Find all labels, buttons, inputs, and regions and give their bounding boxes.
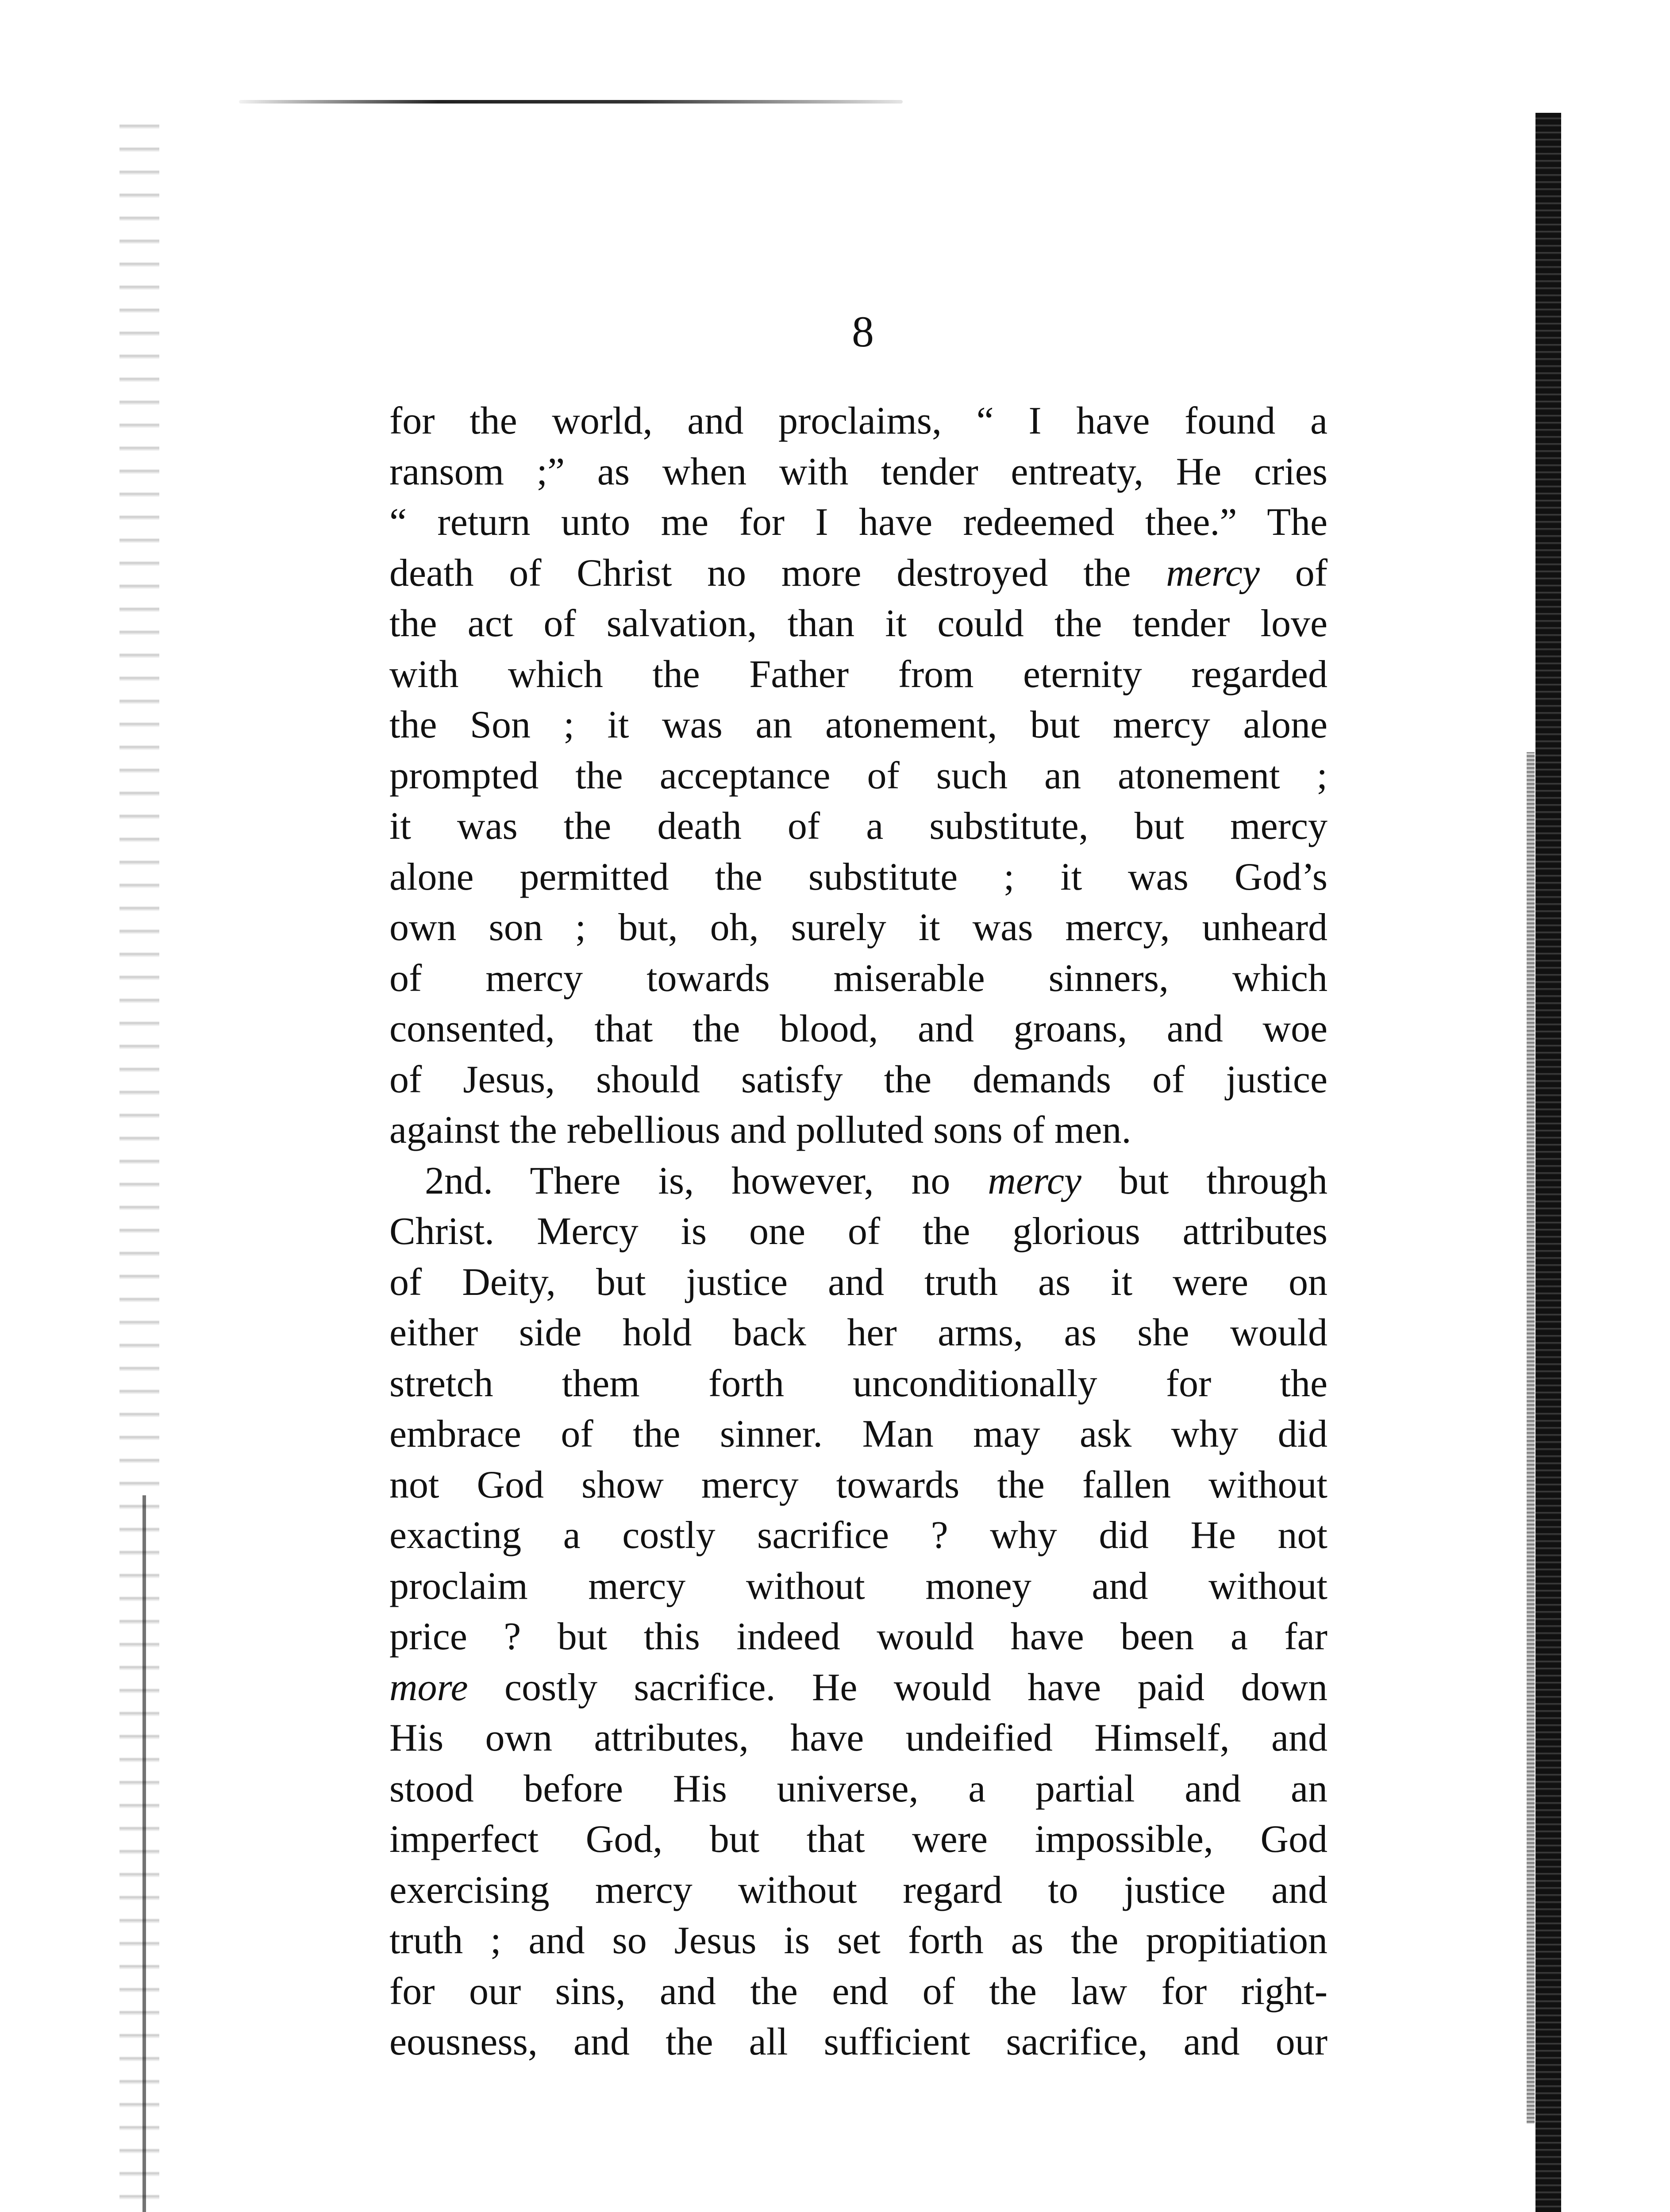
- text-line: of Jesus, should satisfy the demands of justice: [389, 1058, 1328, 1101]
- text-line: exercising mercy without regard to justice and: [389, 1868, 1328, 1912]
- text-line: proclaim mercy without money and without: [389, 1564, 1328, 1608]
- emphasis: mercy: [1166, 551, 1260, 595]
- text-line: exacting a costly sacrifice ? why did He not: [389, 1514, 1328, 1557]
- text-line: of mercy towards miserable sinners, which: [389, 956, 1328, 1000]
- text-line: against the rebellious and polluted sons of men.: [389, 1109, 1131, 1152]
- left-margin-shadow: [142, 1495, 146, 2212]
- text-line: embrace of the sinner. Man may ask why did: [389, 1413, 1328, 1455]
- text-line: stood before His universe, a partial and an: [389, 1767, 1328, 1810]
- text-line: for the world, and proclaims, “ I have found a: [389, 399, 1328, 442]
- text-line: with which the Father from eternity regarded: [389, 653, 1328, 696]
- text-line: 2nd. There is, however, no mercy but through: [425, 1159, 1328, 1202]
- left-margin-speckle: [119, 106, 159, 2212]
- page-number: 8: [852, 307, 874, 356]
- emphasis: mercy: [988, 1159, 1081, 1202]
- text-line: own son ; but, oh, surely it was mercy, unheard: [389, 906, 1328, 949]
- text-line: truth ; and so Jesus is set forth as the propitiation: [389, 1919, 1328, 1962]
- text-line: imperfect God, but that were impossible, God: [389, 1818, 1328, 1861]
- text-line: Christ. Mercy is one of the glorious attributes: [389, 1210, 1328, 1253]
- text-line: consented, that the blood, and groans, and woe: [389, 1007, 1328, 1050]
- text-line: more costly sacrifice. He would have paid down: [389, 1666, 1328, 1709]
- right-binding-shadow: [1535, 113, 1561, 2212]
- text-line: alone permitted the substitute ; it was God’s: [389, 855, 1328, 899]
- text-line: prompted the acceptance of such an atonement ;: [389, 754, 1328, 797]
- text-line: “ return unto me for I have redeemed thee.” The: [389, 501, 1328, 544]
- text-line: the Son ; it was an atonement, but mercy alone: [389, 703, 1328, 746]
- text-line: it was the death of a substitute, but mercy: [389, 805, 1328, 848]
- text-line: for our sins, and the end of the law for right-: [389, 1970, 1328, 2013]
- emphasis: more: [389, 1666, 468, 1709]
- text-line: price ? but this indeed would have been a far: [389, 1615, 1328, 1658]
- text-line: ransom ;” as when with tender entreaty, He cries: [389, 450, 1328, 493]
- text-line: His own attributes, have undeified Himself, and: [389, 1717, 1328, 1759]
- body-text: [389, 396, 1328, 2068]
- text-line: stretch them forth unconditionally for the: [389, 1362, 1328, 1405]
- right-binding-texture: [1527, 752, 1535, 2124]
- page-top-edge-shadow: [239, 100, 903, 104]
- text-line: the act of salvation, than it could the tender love: [389, 602, 1328, 645]
- text-line: eousness, and the all sufficient sacrifice, and our: [389, 2020, 1328, 2063]
- text-line: death of Christ no more destroyed the mercy of: [389, 551, 1328, 595]
- text-line: either side hold back her arms, as she would: [389, 1311, 1328, 1354]
- text-line: not God show mercy towards the fallen without: [389, 1463, 1328, 1506]
- text-line: of Deity, but justice and truth as it were on: [389, 1260, 1328, 1304]
